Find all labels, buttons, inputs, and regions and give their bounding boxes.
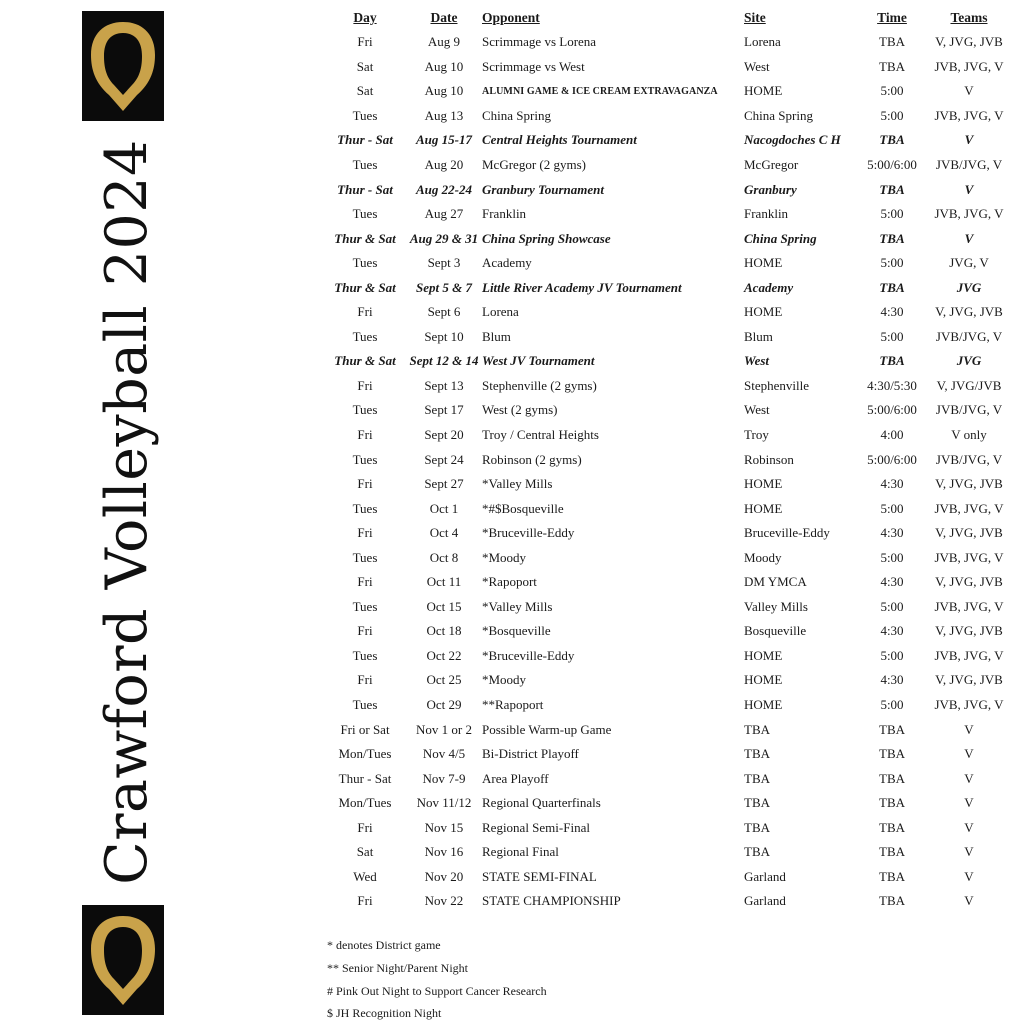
teams-cell: JVB, JVG, V (934, 697, 1004, 713)
schedule-row (324, 374, 1014, 399)
day-cell: Fri (357, 304, 373, 320)
day-cell: Sat (356, 844, 374, 860)
day-cell: Thur & Sat (334, 230, 396, 246)
time-cell: TBA (879, 721, 905, 737)
logo-gold-shape (91, 916, 155, 1005)
date-cell: Oct 8 (429, 549, 459, 565)
time-cell: 4:30/5:30 (867, 377, 917, 393)
teams-cell: JVG (956, 279, 982, 295)
opponent-cell: Scrimmage vs West (482, 58, 585, 74)
time-cell: TBA (879, 181, 905, 197)
site-cell: HOME (744, 500, 783, 516)
time-cell: 5:00 (880, 206, 904, 222)
site-cell: TBA (744, 746, 770, 762)
teams-cell: V (964, 893, 974, 909)
site-cell: TBA (744, 844, 770, 860)
crawford-c-horseshoe-icon (82, 905, 164, 1015)
teams-cell: V (964, 819, 974, 835)
opponent-cell: Franklin (482, 206, 527, 222)
time-cell: 4:30 (880, 623, 904, 639)
teams-cell: V (964, 746, 974, 762)
time-cell: 5:00 (880, 255, 904, 271)
opponent-cell: Troy / Central Heights (482, 427, 599, 443)
schedule-row (324, 472, 1014, 497)
crawford-logo-top-icon (82, 11, 164, 121)
opponent-cell: Little River Academy JV Tournament (482, 279, 682, 295)
site-cell: Troy (744, 427, 769, 443)
teams-cell: V (964, 230, 974, 246)
schedule-row (324, 202, 1014, 227)
teams-cell: V (964, 181, 974, 197)
teams-cell: V only (951, 427, 987, 443)
teams-cell: V (964, 83, 974, 99)
date-cell: Aug 10 (424, 83, 464, 99)
schedule-row (324, 251, 1014, 276)
date-cell: Sept 17 (424, 402, 464, 418)
day-cell: Fri (357, 525, 373, 541)
teams-cell: JVB, JVG, V (934, 58, 1004, 74)
time-cell: 5:00 (880, 328, 904, 344)
time-cell: TBA (879, 230, 905, 246)
header-teams: Teams (950, 10, 988, 25)
site-cell: Garland (744, 893, 786, 909)
teams-cell: V (964, 795, 974, 811)
teams-cell: JVB/JVG, V (935, 157, 1003, 172)
time-cell: TBA (879, 893, 905, 909)
teams-cell: JVG, V (949, 255, 989, 271)
site-cell: HOME (744, 255, 783, 271)
schedule-row (324, 766, 1014, 791)
day-cell: Fri (357, 427, 373, 443)
teams-cell: JVB/JVG, V (935, 328, 1003, 344)
page-title: Crawford Volleyball 2024 (94, 139, 160, 885)
site-cell: TBA (744, 770, 770, 786)
schedule-row (324, 300, 1014, 325)
time-cell: TBA (879, 795, 905, 811)
opponent-cell: **Rapoport (482, 697, 544, 713)
schedule-row (324, 325, 1014, 350)
opponent-cell: Granbury Tournament (482, 181, 604, 197)
day-cell: Thur - Sat (338, 770, 392, 786)
schedule-row (324, 55, 1014, 80)
teams-cell: JVG (956, 353, 982, 369)
date-cell: Oct 25 (426, 672, 462, 688)
opponent-cell: Robinson (2 gyms) (482, 451, 582, 467)
date-cell: Sept 6 (427, 304, 461, 320)
site-cell: TBA (744, 819, 770, 835)
schedule-row (324, 865, 1014, 890)
schedule-row (324, 128, 1014, 153)
schedule-row (324, 889, 1014, 914)
date-cell: Aug 29 & 31 (409, 230, 479, 246)
crawford-logo-bottom-icon (82, 905, 164, 1015)
schedule-row (324, 644, 1014, 669)
schedule-row (324, 545, 1014, 570)
date-cell: Nov 16 (424, 844, 464, 860)
day-cell: Fri or Sat (340, 721, 390, 737)
time-cell: 5:00 (880, 500, 904, 516)
site-cell: HOME (744, 83, 783, 99)
opponent-cell: *Moody (482, 549, 527, 565)
day-cell: Tues (352, 500, 378, 516)
teams-cell: V, JVG/JVB (936, 377, 1002, 393)
date-cell: Aug 9 (427, 34, 461, 50)
time-cell: 4:30 (880, 525, 904, 541)
day-cell: Tues (352, 697, 378, 713)
schedule-row (324, 104, 1014, 129)
time-cell: TBA (879, 353, 905, 369)
date-cell: Oct 22 (426, 647, 462, 663)
teams-cell: JVB, JVG, V (934, 549, 1004, 565)
time-cell: 5:00/6:00 (867, 402, 917, 418)
schedule-header-row (324, 6, 1014, 30)
teams-cell: JVB/JVG, V (935, 402, 1003, 418)
schedule-row (324, 226, 1014, 251)
site-cell: Moody (744, 549, 782, 565)
opponent-cell: West (2 gyms) (482, 402, 558, 418)
date-cell: Nov 15 (424, 819, 464, 835)
schedule-row (324, 496, 1014, 521)
opponent-cell: Regional Quarterfinals (482, 795, 601, 811)
teams-cell: JVB, JVG, V (934, 107, 1004, 123)
title-panel (50, 0, 280, 1024)
header-date: Date (430, 10, 458, 25)
time-cell: 5:00 (880, 83, 904, 99)
teams-cell: V, JVG, JVB (935, 574, 1003, 590)
teams-cell: JVB, JVG, V (934, 206, 1004, 222)
day-cell: Tues (352, 598, 378, 614)
day-cell: Wed (353, 868, 377, 884)
opponent-cell: *#$Bosqueville (482, 500, 564, 516)
schedule-row (324, 717, 1014, 742)
date-cell: Aug 22-24 (416, 181, 472, 197)
schedule-body (324, 30, 1014, 914)
site-cell: Blum (744, 328, 773, 344)
day-cell: Thur & Sat (334, 279, 396, 295)
date-cell: Sept 12 & 14 (409, 353, 479, 369)
time-cell: 4:30 (880, 304, 904, 320)
day-cell: Fri (357, 893, 373, 909)
opponent-cell: Regional Semi-Final (482, 819, 590, 835)
date-cell: Oct 1 (429, 500, 459, 516)
schedule-row (324, 398, 1014, 423)
time-cell: TBA (879, 279, 905, 295)
day-cell: Thur - Sat (337, 132, 393, 148)
time-cell: TBA (879, 58, 905, 74)
teams-cell: V, JVG, JVB (935, 304, 1003, 320)
schedule-row (324, 177, 1014, 202)
teams-cell: V (964, 844, 974, 860)
schedule-row (324, 742, 1014, 767)
opponent-cell: Lorena (482, 304, 519, 320)
header-opponent: Opponent (482, 10, 540, 25)
date-cell: Oct 29 (426, 697, 462, 713)
site-cell: HOME (744, 647, 783, 663)
date-cell: Nov 4/5 (422, 746, 466, 762)
site-cell: West (744, 402, 770, 418)
day-cell: Tues (352, 157, 378, 172)
opponent-cell: Academy (482, 255, 532, 271)
teams-cell: V, JVG, JVB (935, 34, 1003, 50)
site-cell: HOME (744, 672, 783, 688)
time-cell: TBA (879, 34, 905, 50)
date-cell: Oct 4 (429, 525, 459, 541)
schedule-row (324, 570, 1014, 595)
opponent-cell: *Bosqueville (482, 623, 551, 639)
opponent-cell: *Valley Mills (482, 598, 553, 614)
date-cell: Sept 20 (424, 427, 464, 443)
site-cell: HOME (744, 476, 783, 492)
date-cell: Aug 13 (424, 107, 464, 123)
site-cell: TBA (744, 795, 770, 811)
site-cell: McGregor (744, 157, 799, 172)
schedule-row (324, 30, 1014, 55)
opponent-cell: Stephenville (2 gyms) (482, 377, 597, 393)
date-cell: Aug 20 (424, 157, 464, 172)
opponent-cell: McGregor (2 gyms) (482, 157, 586, 172)
opponent-cell: Possible Warm-up Game (482, 721, 612, 737)
opponent-cell: China Spring (482, 107, 551, 123)
time-cell: 5:00 (880, 598, 904, 614)
date-cell: Nov 20 (424, 868, 464, 884)
logo-gold-shape (91, 22, 155, 111)
date-cell: Nov 22 (424, 893, 464, 909)
time-cell: 4:30 (880, 672, 904, 688)
teams-cell: JVB/JVG, V (935, 451, 1003, 467)
teams-cell: V (964, 132, 974, 148)
schedule-row (324, 816, 1014, 841)
day-cell: Fri (357, 672, 373, 688)
teams-cell: JVB, JVG, V (934, 647, 1004, 663)
site-cell: Robinson (744, 451, 794, 467)
opponent-cell: *Moody (482, 672, 527, 688)
site-cell: HOME (744, 697, 783, 713)
time-cell: TBA (879, 132, 905, 148)
date-cell: Aug 27 (424, 206, 464, 222)
opponent-cell: Central Heights Tournament (482, 132, 637, 148)
site-cell: HOME (744, 304, 783, 320)
legend-note: # Pink Out Night to Support Cancer Research (327, 983, 547, 998)
legend-note: ** Senior Night/Parent Night (327, 960, 468, 975)
site-cell: West (744, 58, 770, 74)
teams-cell: V, JVG, JVB (935, 476, 1003, 492)
teams-cell: V, JVG, JVB (935, 672, 1003, 688)
opponent-cell: Scrimmage vs Lorena (482, 34, 597, 50)
site-cell: Granbury (744, 181, 797, 197)
day-cell: Tues (352, 328, 378, 344)
schedule-row (324, 447, 1014, 472)
schedule-table (324, 6, 1014, 914)
day-cell: Sat (356, 58, 374, 74)
site-cell: Lorena (744, 34, 781, 50)
day-cell: Fri (357, 623, 373, 639)
day-cell: Mon/Tues (338, 746, 392, 762)
time-cell: 4:00 (880, 427, 904, 443)
opponent-cell: Area Playoff (482, 770, 549, 786)
date-cell: Oct 11 (426, 574, 462, 590)
schedule-row (324, 349, 1014, 374)
time-cell: 5:00 (880, 647, 904, 663)
time-cell: TBA (879, 746, 905, 762)
day-cell: Tues (352, 451, 378, 467)
date-cell: Aug 10 (424, 58, 464, 74)
time-cell: 5:00 (880, 697, 904, 713)
site-cell: Garland (744, 868, 786, 884)
site-cell: Bruceville-Eddy (744, 525, 830, 541)
legend-note: $ JH Recognition Night (327, 1006, 442, 1021)
date-cell: Sept 10 (424, 328, 464, 344)
day-cell: Tues (352, 647, 378, 663)
site-cell: China Spring (744, 107, 813, 123)
opponent-cell: STATE CHAMPIONSHIP (482, 893, 621, 909)
day-cell: Thur & Sat (334, 353, 396, 369)
legend-note: * denotes District game (327, 938, 441, 952)
opponent-cell: Blum (482, 328, 511, 344)
time-cell: TBA (879, 868, 905, 884)
opponent-cell: Regional Final (482, 844, 559, 860)
site-cell: Franklin (744, 206, 789, 222)
opponent-cell: West JV Tournament (482, 353, 595, 369)
header-day: Day (353, 10, 377, 25)
time-cell: 5:00 (880, 107, 904, 123)
day-cell: Mon/Tues (338, 795, 392, 811)
site-cell: Stephenville (744, 377, 809, 393)
site-cell: China Spring (744, 230, 817, 246)
date-cell: Nov 7-9 (422, 770, 466, 786)
opponent-cell: China Spring Showcase (482, 230, 611, 246)
opponent-cell: STATE SEMI-FINAL (482, 868, 597, 884)
day-cell: Fri (357, 476, 373, 492)
day-cell: Fri (357, 819, 373, 835)
day-cell: Fri (357, 34, 373, 50)
schedule-row (324, 668, 1014, 693)
schedule-row (324, 840, 1014, 865)
date-cell: Sept 27 (424, 476, 464, 492)
schedule-row (324, 423, 1014, 448)
time-cell: 5:00/6:00 (867, 157, 917, 172)
legend-notes (327, 934, 547, 1025)
schedule-row (324, 693, 1014, 718)
day-cell: Tues (352, 206, 378, 222)
date-cell: Oct 15 (426, 598, 462, 614)
schedule-row (324, 791, 1014, 816)
day-cell: Tues (352, 549, 378, 565)
time-cell: 4:30 (880, 476, 904, 492)
site-cell: DM YMCA (744, 574, 807, 590)
opponent-cell: ALUMNI GAME & ICE CREAM EXTRAVAGANZA (482, 85, 718, 97)
teams-cell: V (964, 770, 974, 786)
day-cell: Thur - Sat (337, 181, 393, 197)
site-cell: TBA (744, 721, 770, 737)
date-cell: Nov 11/12 (416, 795, 472, 811)
teams-cell: JVB, JVG, V (934, 598, 1004, 614)
site-cell: Academy (744, 279, 794, 295)
day-cell: Tues (352, 402, 378, 418)
time-cell: 5:00 (880, 549, 904, 565)
time-cell: TBA (879, 819, 905, 835)
crawford-c-horseshoe-icon (82, 11, 164, 121)
day-cell: Tues (352, 255, 378, 271)
opponent-cell: *Valley Mills (482, 476, 553, 492)
date-cell: Sept 3 (427, 255, 461, 271)
date-cell: Aug 15-17 (416, 132, 472, 148)
schedule-row (324, 275, 1014, 300)
opponent-cell: *Bruceville-Eddy (482, 647, 575, 663)
date-cell: Nov 1 or 2 (416, 721, 472, 737)
site-cell: West (744, 353, 770, 369)
site-cell: Nacogdoches C H (744, 132, 841, 148)
date-cell: Oct 18 (426, 623, 462, 639)
opponent-cell: *Rapoport (482, 574, 537, 590)
teams-cell: V (964, 868, 974, 884)
opponent-cell: Bi-District Playoff (482, 746, 579, 762)
day-cell: Sat (356, 83, 374, 99)
date-cell: Sept 24 (424, 451, 464, 467)
schedule-row (324, 619, 1014, 644)
day-cell: Fri (357, 574, 373, 590)
date-cell: Sept 5 & 7 (416, 279, 472, 295)
schedule-row (324, 153, 1014, 178)
schedule-row (324, 595, 1014, 620)
schedule-row (324, 521, 1014, 546)
time-cell: TBA (879, 844, 905, 860)
time-cell: 5:00/6:00 (867, 451, 917, 467)
day-cell: Fri (357, 377, 373, 393)
time-cell: 4:30 (880, 574, 904, 590)
header-time: Time (877, 10, 907, 25)
schedule-row (324, 79, 1014, 104)
teams-cell: V (964, 721, 974, 737)
teams-cell: V, JVG, JVB (935, 525, 1003, 541)
time-cell: TBA (879, 770, 905, 786)
header-site: Site (744, 10, 766, 25)
opponent-cell: *Bruceville-Eddy (482, 525, 575, 541)
teams-cell: JVB, JVG, V (934, 500, 1004, 516)
teams-cell: V, JVG, JVB (935, 623, 1003, 639)
date-cell: Sept 13 (424, 377, 464, 393)
day-cell: Tues (352, 107, 378, 123)
site-cell: Bosqueville (744, 623, 807, 639)
site-cell: Valley Mills (744, 598, 808, 614)
